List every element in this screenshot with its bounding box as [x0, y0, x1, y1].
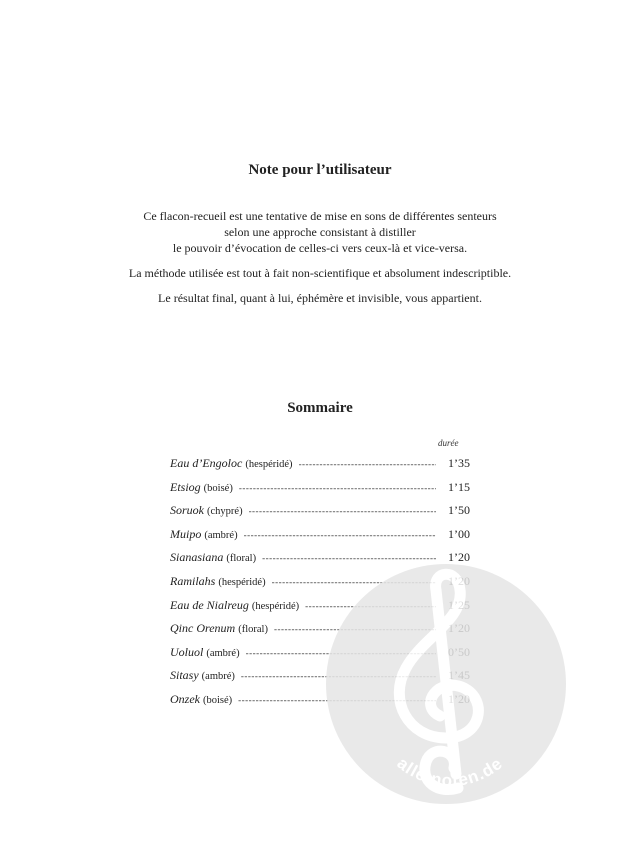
track-category: (ambré): [201, 671, 235, 683]
track-name: Soruok: [170, 503, 204, 518]
toc-row: [170, 503, 470, 527]
toc-row: [170, 527, 470, 551]
track-category: (floral): [238, 624, 268, 636]
track-duration: 1’15: [448, 479, 470, 494]
watermark-text: alle-noten.de: [393, 753, 507, 791]
note-line-2: selon une approche consistant à distiller: [224, 225, 416, 239]
watermark-logo: [318, 556, 574, 812]
track-name: Eau de Nialreug: [170, 597, 249, 612]
track-name: Etsiog: [170, 479, 201, 494]
note-paragraph-1: [60, 208, 580, 256]
note-line-1: Ce flacon-recueil est une tentative de mise en sons de différentes senteurs: [143, 209, 497, 223]
summary-title: Sommaire: [287, 400, 353, 416]
track-name: Eau d’Engoloc: [170, 456, 243, 470]
note-line-3: le pouvoir d’évocation de celles-ci vers ceux-là et vice-versa.: [172, 241, 468, 255]
track-category: (boisé): [203, 694, 233, 706]
track-duration: 1’35: [448, 456, 470, 470]
track-name: Ramilahs: [170, 573, 216, 588]
track-name: Onzek: [170, 691, 200, 706]
track-name: Muipo: [170, 526, 202, 541]
note-paragraph-3: Le résultat final, quant à lui, éphémère et invisible, vous appartient.: [158, 291, 482, 305]
track-name: Sitasy: [170, 668, 199, 683]
track-category: (ambré): [206, 647, 240, 659]
dot-leader: [299, 459, 436, 469]
track-duration: 1’00: [448, 526, 470, 541]
track-category: (ambré): [204, 529, 238, 541]
dot-leader: [244, 530, 436, 540]
track-name: Uoluol: [170, 644, 204, 659]
track-duration: 1’20: [448, 550, 470, 565]
dot-leader: [239, 483, 436, 493]
track-category: (hespéridé): [251, 600, 300, 612]
track-duration: 1’50: [448, 503, 470, 518]
toc-row: [170, 480, 470, 504]
dot-leader: [249, 506, 436, 516]
note-body: [60, 208, 580, 315]
duration-header: durée: [438, 438, 459, 448]
track-category: (hespéridé): [245, 459, 293, 470]
note-title: Note pour l’utilisateur: [248, 162, 392, 178]
track-category: (floral): [226, 553, 257, 565]
toc-row: [170, 456, 470, 480]
track-name: Sianasiana: [170, 550, 224, 565]
note-paragraph-2: La méthode utilisée est tout à fait non-scientifique et absolument indescriptible.: [128, 266, 512, 280]
track-name: Qinc Orenum: [170, 621, 236, 636]
track-category: (chypré): [207, 506, 243, 518]
track-category: (boisé): [203, 482, 233, 494]
track-category: (hespéridé): [218, 576, 266, 588]
